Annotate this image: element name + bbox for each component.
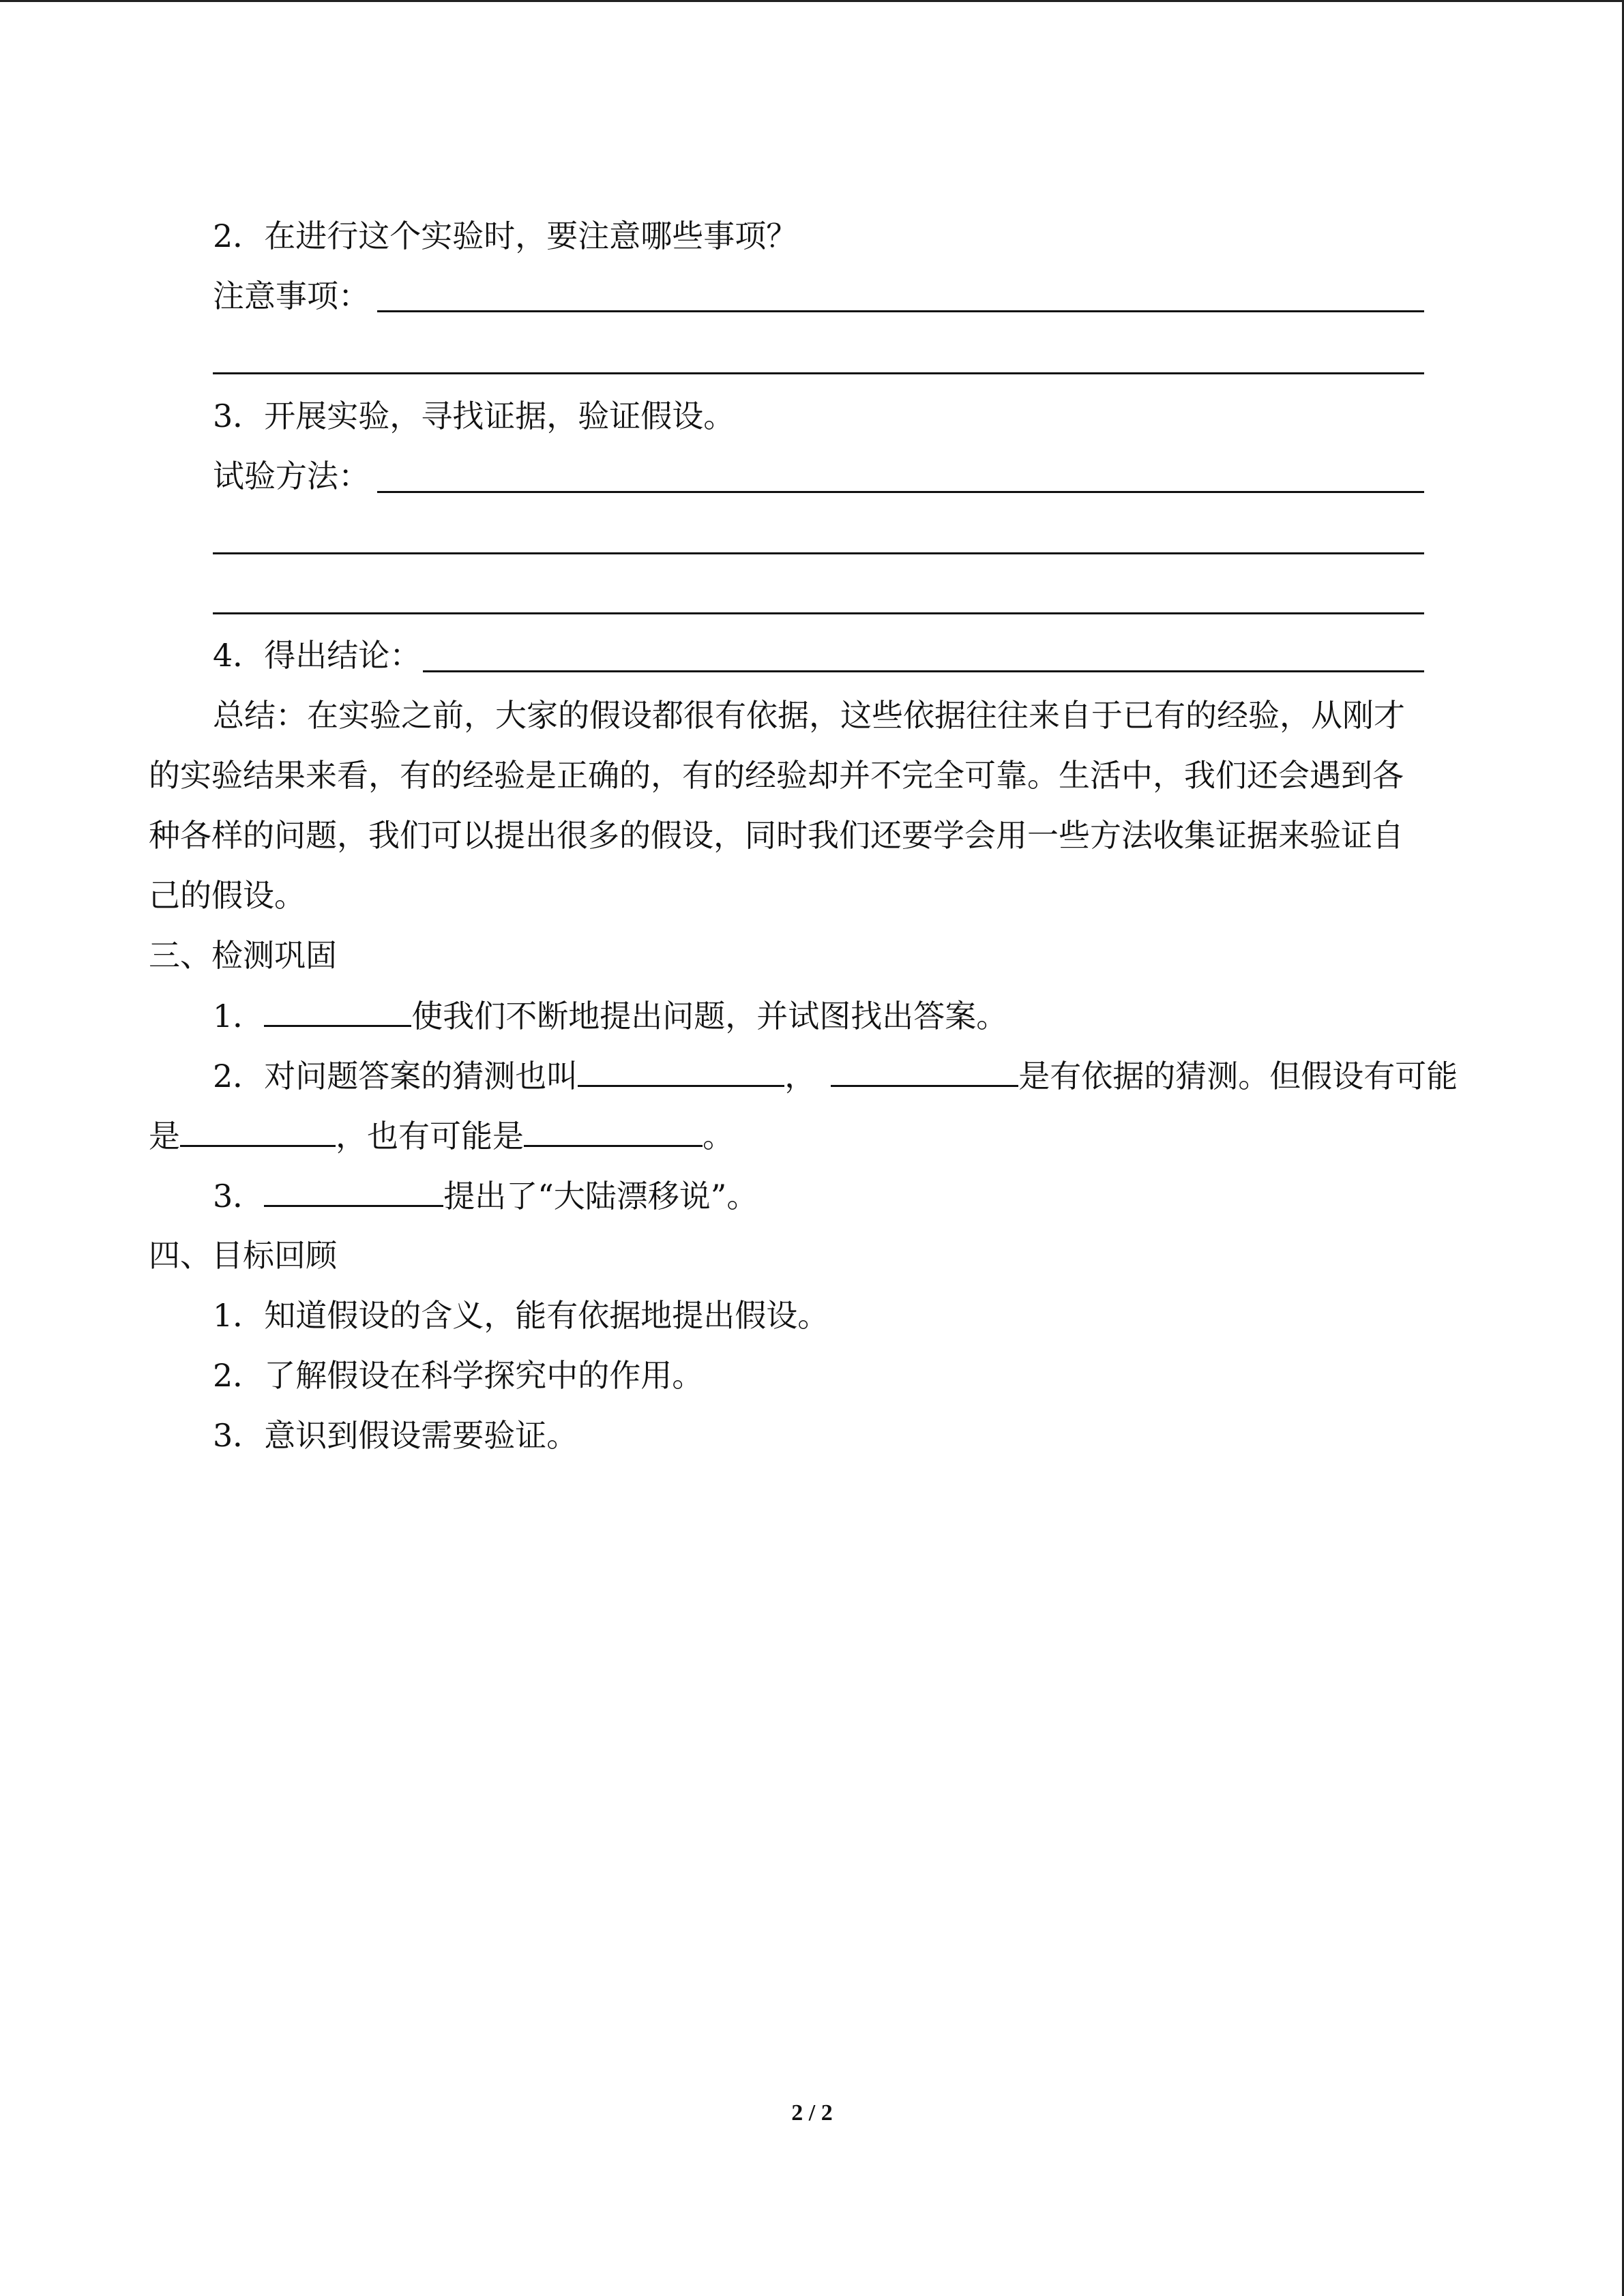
item-1-blank[interactable] (264, 995, 411, 1027)
summary-line-1: 总结：在实验之前，大家的假设都很有依据，这些依据往往来自于已有的经验，从刚才 (213, 697, 1405, 734)
notes-label: 注意事项： (213, 278, 370, 314)
item-2-text-e: ，也有可能是 (336, 1118, 524, 1154)
item-2-blank-1[interactable] (578, 1055, 784, 1087)
item-2-text-d: 是 (149, 1118, 180, 1154)
method-answer-line-1[interactable] (377, 491, 1424, 493)
item-2-text-b: ， (784, 1058, 816, 1094)
summary-line-3: 种各样的问题，我们可以提出很多的假设，同时我们还要学会用一些方法收集证据来验证自 (149, 817, 1404, 854)
section-3-item-2-line-1 (213, 1055, 1458, 1097)
item-1-text: 使我们不断地提出问题，并试图找出答案。 (411, 998, 1008, 1034)
method-label: 试验方法： (213, 458, 370, 494)
page-border-top (0, 0, 1624, 2)
item-3-blank[interactable] (264, 1175, 443, 1207)
question-3: 3．开展实验，寻找证据，验证假设。 (213, 398, 735, 434)
question-2: 2．在进行这个实验时，要注意哪些事项？ (213, 218, 798, 254)
goal-item-2: 2．了解假设在科学探究中的作用。 (213, 1357, 704, 1394)
page-number: 2 / 2 (791, 2100, 833, 2126)
item-3-text: 提出了“大陆漂移说”。 (443, 1178, 758, 1214)
section-4-heading: 四、目标回顾 (149, 1237, 337, 1274)
question-4: 4．得出结论： (213, 637, 422, 674)
goal-item-3: 3．意识到假设需要验证。 (213, 1417, 578, 1454)
item-2-blank-3[interactable] (180, 1115, 336, 1147)
item-1-number: 1． (213, 998, 265, 1034)
section-3-item-1 (213, 995, 1007, 1037)
method-answer-line-3[interactable] (213, 612, 1424, 614)
notes-answer-line-2[interactable] (213, 372, 1424, 374)
section-3-heading: 三、检测巩固 (149, 937, 337, 974)
section-3-item-3 (213, 1175, 758, 1217)
section-3-item-2-line-2 (149, 1115, 734, 1157)
notes-answer-line-1[interactable] (377, 310, 1424, 312)
goal-item-1: 1．知道假设的含义，能有依据地提出假设。 (213, 1297, 829, 1334)
item-2-text-a: 2．对问题答案的猜测也叫 (213, 1058, 578, 1094)
summary-line-4: 己的假设。 (149, 877, 306, 914)
item-2-blank-4[interactable] (524, 1115, 703, 1147)
item-2-text-c: 是有依据的猜测。但假设有可能 (1018, 1058, 1458, 1094)
summary-line-2: 的实验结果来看，有的经验是正确的，有的经验却并不完全可靠。生活中，我们还会遇到各 (149, 757, 1404, 794)
item-2-text-f: 。 (703, 1118, 734, 1154)
item-3-number: 3． (213, 1178, 265, 1214)
conclusion-answer-line[interactable] (423, 670, 1424, 672)
item-2-blank-2[interactable] (831, 1055, 1018, 1087)
method-answer-line-2[interactable] (213, 552, 1424, 554)
